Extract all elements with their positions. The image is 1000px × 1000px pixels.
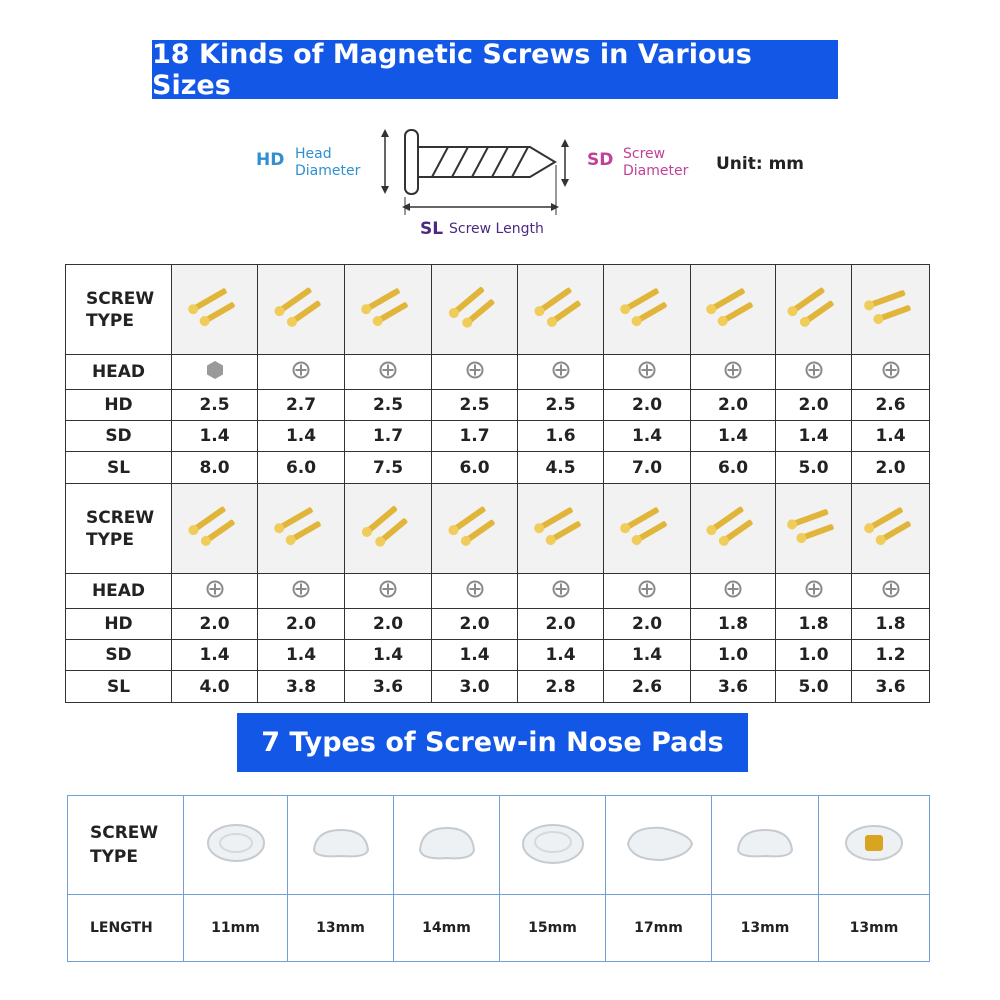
hd-value: 1.8: [691, 609, 776, 640]
phillips-head-icon: [552, 580, 570, 598]
hd-value: 2.0: [604, 390, 691, 421]
head-cell: [258, 355, 345, 390]
phillips-head-icon: [724, 361, 742, 379]
sl-value: 7.0: [604, 452, 691, 484]
head-cell: [172, 355, 258, 390]
screw-type-line1: SCREW: [86, 507, 155, 528]
screw-photo-icon: [784, 277, 844, 337]
sl-value: 3.6: [345, 671, 432, 703]
sl-value: 5.0: [776, 452, 852, 484]
screw-photo-cell: [776, 265, 852, 355]
sd-value: 1.7: [432, 421, 518, 452]
screw-photo-icon: [703, 496, 763, 556]
phillips-head-icon: [552, 361, 570, 379]
sl-value: 3.6: [691, 671, 776, 703]
head-cell: [432, 574, 518, 609]
head-cell: [604, 355, 691, 390]
phillips-head-icon: [805, 580, 823, 598]
sl-value: 5.0: [776, 671, 852, 703]
screw-photo-cell: [604, 265, 691, 355]
screw-photo-cell: [852, 484, 930, 574]
screw-photo-cell: [518, 265, 604, 355]
screw-photo-cell: [776, 484, 852, 574]
nose-pad-photo-2: [288, 796, 394, 895]
nose-pad-icon: [518, 820, 588, 866]
hd-label: HD: [66, 390, 172, 421]
head-row: [66, 574, 930, 609]
sd-label-line2: Diameter: [623, 163, 689, 179]
sl-label: Screw Length: [449, 221, 544, 237]
hd-value: 2.0: [776, 390, 852, 421]
sd-value: 1.7: [345, 421, 432, 452]
sd-value: 1.4: [518, 640, 604, 671]
head-cell: [776, 574, 852, 609]
sl-row: [66, 452, 930, 484]
screws-title: 18 Kinds of Magnetic Screws in Various Sizes: [152, 38, 752, 101]
sl-value: 6.0: [691, 452, 776, 484]
phillips-head-icon: [206, 580, 224, 598]
nose-pad-icon: [730, 820, 800, 866]
nose-pad-icon: [412, 820, 482, 866]
sd-label: SD: [66, 640, 172, 671]
screw-diagram: [370, 125, 580, 220]
screw-photo-icon: [445, 496, 505, 556]
screws-table: [65, 264, 930, 703]
pads-length-label: LENGTH: [68, 895, 184, 962]
hd-value: 2.0: [432, 609, 518, 640]
hd-abbr: HD: [256, 150, 285, 170]
nose-pad-icon: [306, 820, 376, 866]
sd-value: 1.0: [776, 640, 852, 671]
screw-type-label: [66, 484, 172, 574]
screw-photo-icon: [617, 277, 677, 337]
hd-label: [295, 146, 360, 180]
pad-length-cell: 13mm: [288, 895, 394, 962]
head-cell: [518, 574, 604, 609]
head-cell: [518, 355, 604, 390]
sl-value: 2.8: [518, 671, 604, 703]
phillips-head-icon: [805, 361, 823, 379]
sl-value: 6.0: [432, 452, 518, 484]
sd-value: 1.0: [691, 640, 776, 671]
head-cell: [432, 355, 518, 390]
screw-photo-icon: [185, 277, 245, 337]
pad-length-cell: 14mm: [394, 895, 500, 962]
phillips-head-icon: [466, 580, 484, 598]
screw-photo-icon: [617, 496, 677, 556]
sl-value: 6.0: [258, 452, 345, 484]
sd-value: 1.4: [604, 421, 691, 452]
sl-value: 3.6: [852, 671, 930, 703]
nose-pad-photo-4: [500, 796, 606, 895]
head-cell: [345, 355, 432, 390]
screw-photo-icon: [358, 277, 418, 337]
sl-row: [66, 671, 930, 703]
head-cell: [172, 574, 258, 609]
head-cell: [852, 355, 930, 390]
pads-screw-label: SCREW: [90, 823, 159, 843]
sd-value: 1.4: [432, 640, 518, 671]
hd-label-line2: Diameter: [295, 163, 361, 179]
sl-value: 3.0: [432, 671, 518, 703]
pads-type-label: TYPE: [90, 847, 138, 867]
screw-photo-cell: [432, 265, 518, 355]
pads-title-banner: [237, 713, 748, 772]
screw-photo-cell: [172, 484, 258, 574]
nose-pad-icon: [622, 820, 696, 866]
phillips-head-icon: [292, 361, 310, 379]
head-cell: [604, 574, 691, 609]
screw-photo-icon: [703, 277, 763, 337]
nose-pad-photo-5: [606, 796, 712, 895]
screw-photo-cell: [345, 484, 432, 574]
screw-photo-icon: [861, 496, 921, 556]
screw-type-line2: TYPE: [86, 310, 134, 331]
nose-pad-photo-6: [712, 796, 819, 895]
sl-value: 3.8: [258, 671, 345, 703]
screw-type-line2: TYPE: [86, 529, 134, 550]
sd-value: 1.4: [604, 640, 691, 671]
sd-label-line1: Screw: [623, 146, 666, 162]
pads-length-row: [68, 895, 930, 962]
hd-value: 2.7: [258, 390, 345, 421]
phillips-head-icon: [638, 361, 656, 379]
screw-photo-cell: [258, 484, 345, 574]
hd-value: 2.5: [518, 390, 604, 421]
hd-value: 2.0: [172, 609, 258, 640]
sd-abbr: SD: [587, 150, 614, 170]
head-label: HEAD: [66, 574, 172, 609]
sl-label: SL: [66, 452, 172, 484]
screw-photo-icon: [531, 277, 591, 337]
pad-length-cell: 17mm: [606, 895, 712, 962]
screw-type-label: [66, 265, 172, 355]
hd-value: 2.0: [345, 609, 432, 640]
head-cell: [345, 574, 432, 609]
nose-pad-photo-7: [819, 796, 930, 895]
head-cell: [776, 355, 852, 390]
sd-value: 1.4: [172, 421, 258, 452]
screw-photo-icon: [531, 496, 591, 556]
phillips-head-icon: [882, 361, 900, 379]
screw-photo-cell: [604, 484, 691, 574]
sd-row: [66, 421, 930, 452]
head-cell: [691, 355, 776, 390]
screw-type-line1: SCREW: [86, 288, 155, 309]
hd-value: 2.0: [518, 609, 604, 640]
sd-row: [66, 640, 930, 671]
hd-label-line1: Head: [295, 146, 332, 162]
screw-photo-icon: [358, 496, 418, 556]
hd-value: 1.8: [776, 609, 852, 640]
screw-photo-icon: [271, 277, 331, 337]
hd-value: 2.6: [852, 390, 930, 421]
hex-head-icon: [205, 360, 225, 380]
sd-value: 1.2: [852, 640, 930, 671]
hd-value: 2.0: [604, 609, 691, 640]
phillips-head-icon: [466, 361, 484, 379]
sl-value: 7.5: [345, 452, 432, 484]
sl-value: 2.6: [604, 671, 691, 703]
sd-value: 1.4: [691, 421, 776, 452]
sl-value: 2.0: [852, 452, 930, 484]
head-cell: [258, 574, 345, 609]
screw-photo-cell: [691, 265, 776, 355]
sd-label: SD: [66, 421, 172, 452]
screw-photo-icon: [445, 277, 505, 337]
phillips-head-icon: [724, 580, 742, 598]
screw-photo-icon: [784, 496, 844, 556]
hd-row: [66, 609, 930, 640]
unit-label: Unit: mm: [716, 154, 805, 174]
sl-value: 4.0: [172, 671, 258, 703]
nose-pad-icon: [839, 820, 909, 866]
hd-label: HD: [66, 609, 172, 640]
head-cell: [691, 574, 776, 609]
nose-pads-table: [67, 795, 930, 962]
head-cell: [852, 574, 930, 609]
hd-value: 2.5: [432, 390, 518, 421]
sd-value: 1.4: [258, 640, 345, 671]
pads-title: 7 Types of Screw-in Nose Pads: [261, 727, 724, 758]
pads-screw-type-label: [68, 796, 184, 895]
hd-value: 2.5: [172, 390, 258, 421]
pads-type-row: [68, 796, 930, 895]
screw-photo-cell: [852, 265, 930, 355]
phillips-head-icon: [379, 361, 397, 379]
phillips-head-icon: [638, 580, 656, 598]
nose-pad-photo-3: [394, 796, 500, 895]
hd-value: 2.5: [345, 390, 432, 421]
sl-abbr: SL: [420, 219, 444, 239]
screw-photo-cell: [258, 265, 345, 355]
head-row: [66, 355, 930, 390]
screw-photo-cell: [432, 484, 518, 574]
sd-label: [623, 146, 688, 180]
sd-value: 1.6: [518, 421, 604, 452]
head-label: HEAD: [66, 355, 172, 390]
pad-length-cell: 11mm: [184, 895, 288, 962]
sd-value: 1.4: [345, 640, 432, 671]
pad-length-cell: 13mm: [712, 895, 819, 962]
pad-length-cell: 13mm: [819, 895, 930, 962]
hd-value: 2.0: [691, 390, 776, 421]
sd-value: 1.4: [852, 421, 930, 452]
sd-value: 1.4: [258, 421, 345, 452]
hd-value: 2.0: [258, 609, 345, 640]
screw-photo-cell: [691, 484, 776, 574]
sd-value: 1.4: [172, 640, 258, 671]
screw-photo-cell: [172, 265, 258, 355]
screw-photo-cell: [345, 265, 432, 355]
screw-type-row: [66, 265, 930, 355]
hd-value: 1.8: [852, 609, 930, 640]
hd-row: [66, 390, 930, 421]
sl-value: 8.0: [172, 452, 258, 484]
screw-photo-icon: [185, 496, 245, 556]
phillips-head-icon: [292, 580, 310, 598]
screw-photo-icon: [271, 496, 331, 556]
screw-photo-cell: [518, 484, 604, 574]
pad-length-cell: 15mm: [500, 895, 606, 962]
phillips-head-icon: [882, 580, 900, 598]
sl-value: 4.5: [518, 452, 604, 484]
sl-label: SL: [66, 671, 172, 703]
nose-pad-icon: [201, 820, 271, 866]
phillips-head-icon: [379, 580, 397, 598]
screw-photo-icon: [861, 277, 921, 337]
screw-type-row: [66, 484, 930, 574]
sd-value: 1.4: [776, 421, 852, 452]
nose-pad-photo-1: [184, 796, 288, 895]
screws-title-banner: [152, 40, 838, 99]
